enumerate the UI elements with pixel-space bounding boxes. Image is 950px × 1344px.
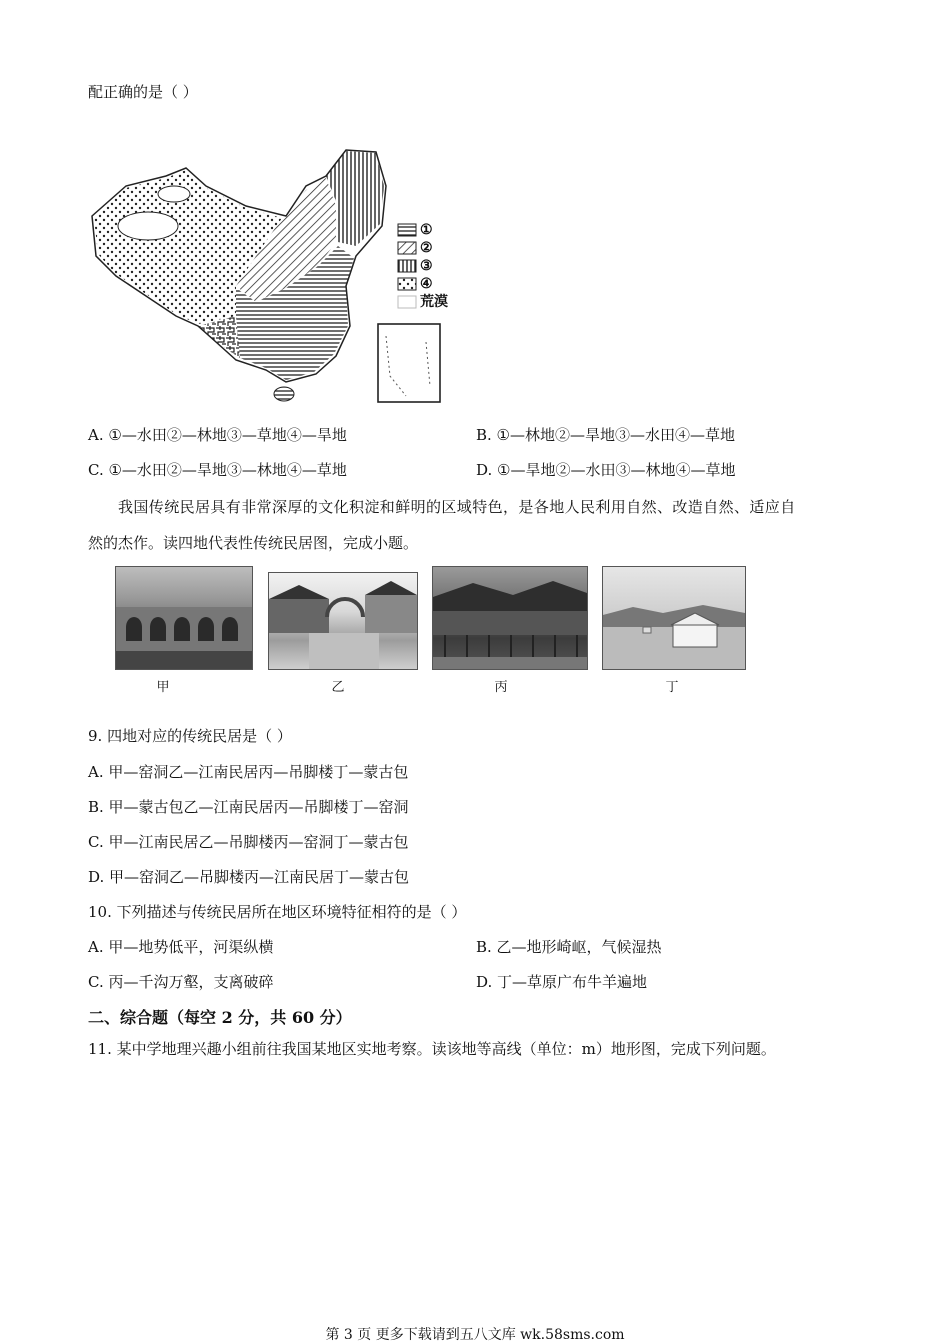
legend-label-1: ① [420, 222, 433, 238]
q10-option-b[interactable]: B. 乙—地形崎岖，气候湿热 [476, 938, 662, 956]
caption-jia: 甲 [156, 680, 170, 695]
hainan-island [274, 387, 294, 401]
china-land-use-map [86, 146, 466, 406]
desert-patch-2 [158, 186, 190, 202]
q11-stem: 11. 某中学地理兴趣小组前往我国某地区实地考察。读该地等高线（单位：m）地形图，完成下列问题。 [88, 1040, 776, 1058]
q8-option-c[interactable]: C. ①—水田②—旱地③—林地④—草地 [88, 461, 347, 479]
q9-option-d[interactable]: D. 甲—窑洞乙—吊脚楼丙—江南民居丁—蒙古包 [88, 868, 410, 886]
q9-option-a[interactable]: A. 甲—窑洞乙—江南民居丙—吊脚楼丁—蒙古包 [88, 763, 409, 781]
section-2-heading: 二、综合题（每空 2 分，共 60 分） [88, 1008, 352, 1027]
photo-ding-yurt [602, 566, 746, 670]
legend-label-4: ④ [420, 276, 433, 292]
intro-line-1: 我国传统民居具有非常深厚的文化积淀和鲜明的区域特色，是各地人民利用自然、改造自然、适应自 [118, 498, 796, 516]
q8-stem-tail: 配正确的是（ ） [88, 83, 198, 101]
intro-line-2: 然的杰作。读四地代表性传统民居图，完成小题。 [88, 534, 419, 552]
q9-option-c[interactable]: C. 甲—江南民居乙—吊脚楼丙—窑洞丁—蒙古包 [88, 833, 409, 851]
caption-bing: 丙 [494, 680, 508, 695]
q10-option-d[interactable]: D. 丁—草原广布牛羊遍地 [476, 973, 648, 991]
legend-label-desert: 荒漠 [420, 294, 448, 310]
q8-option-d[interactable]: D. ①—旱地②—水田③—林地④—草地 [476, 461, 736, 479]
legend-label-3: ③ [420, 258, 433, 274]
legend-label-2: ② [420, 240, 433, 256]
photo-bing-stilt-house [432, 566, 588, 670]
q10-option-a[interactable]: A. 甲—地势低平，河渠纵横 [88, 938, 274, 956]
south-sea-inset [378, 324, 440, 402]
caption-ding: 丁 [665, 680, 679, 695]
caption-yi: 乙 [331, 680, 345, 695]
q10-option-c[interactable]: C. 丙—千沟万壑，支离破碎 [88, 973, 274, 991]
q8-option-b[interactable]: B. ①—林地②—旱地③—水田④—草地 [476, 426, 736, 444]
desert-patch [118, 212, 178, 240]
photo-jia-cave-dwelling [115, 566, 253, 670]
page-footer: 第 3 页 更多下载请到五八文库 wk.58sms.com [325, 1327, 625, 1343]
q10-stem: 10. 下列描述与传统民居所在地区环境特征相符的是（ ） [88, 903, 467, 921]
q9-stem: 9. 四地对应的传统民居是（ ） [88, 727, 292, 745]
photo-yi-jiangnan-house [268, 572, 418, 670]
q9-option-b[interactable]: B. 甲—蒙古包乙—江南民居丙—吊脚楼丁—窑洞 [88, 798, 409, 816]
q8-option-a[interactable]: A. ①—水田②—林地③—草地④—旱地 [88, 426, 347, 444]
map-legend [398, 224, 416, 308]
